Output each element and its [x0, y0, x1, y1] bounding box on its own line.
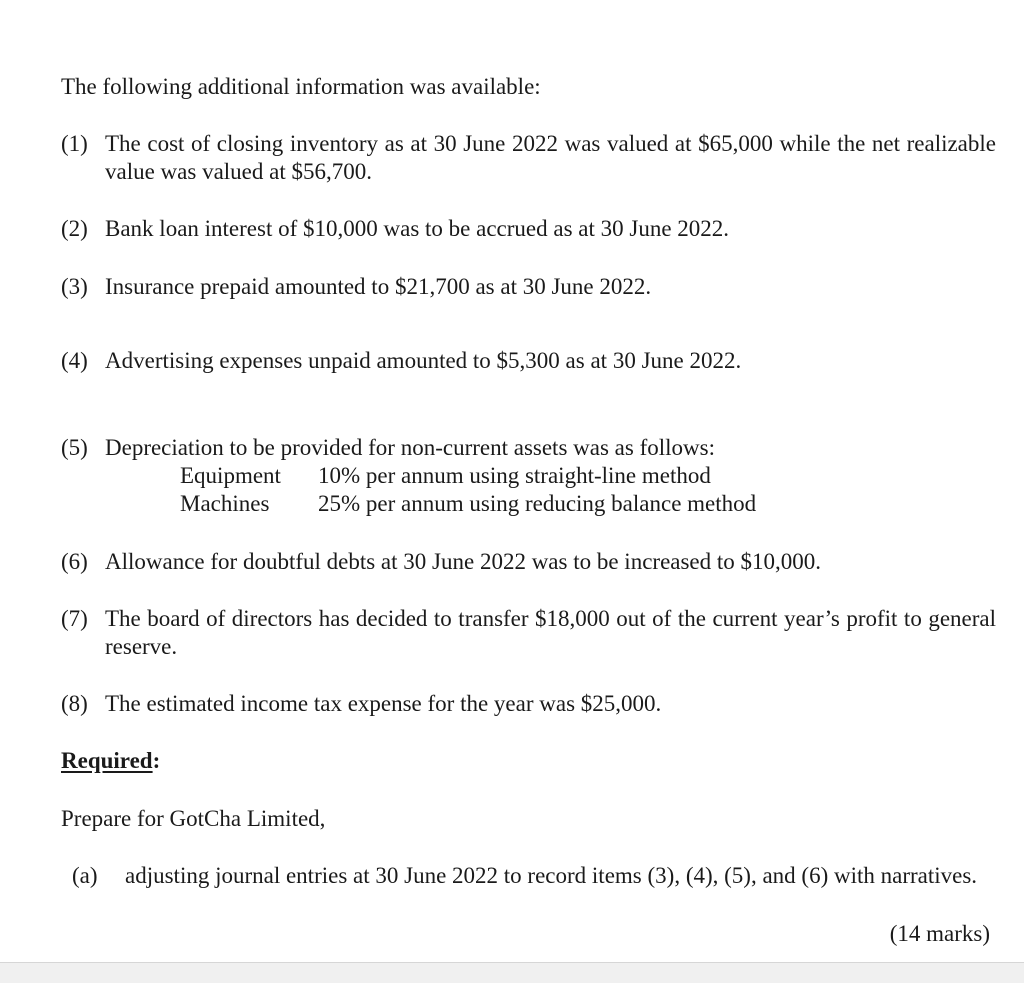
required-colon: :	[152, 748, 161, 773]
item-text: Bank loan interest of $10,000 was to be accrued as at 30 June 2022.	[105, 216, 730, 241]
depreciation-row	[180, 462, 756, 490]
asset-name: Machines	[180, 491, 270, 516]
sub-item-number: (a)	[72, 863, 98, 888]
item-text: Allowance for doubtful debts at 30 June 2022 was to be increased to $10,000.	[105, 549, 822, 574]
item-number: (1)	[61, 131, 88, 156]
list-item	[61, 347, 996, 375]
item-text: The board of directors has decided to transfer $18,000 out of the current year’s profit to general reserve.	[105, 606, 996, 659]
list-item	[61, 605, 996, 661]
prepare-text: Prepare for GotCha Limited,	[61, 806, 326, 831]
list-item	[61, 130, 996, 186]
item-number: (2)	[61, 216, 88, 241]
item-number: (5)	[61, 435, 88, 460]
sub-item-text: adjusting journal entries at 30 June 2022 to record items (3), (4), (5), and (6) with narratives.	[125, 863, 978, 888]
item-number: (7)	[61, 606, 88, 631]
intro-text: The following additional information was available:	[61, 74, 541, 99]
list-item	[61, 215, 996, 243]
depreciation-row	[180, 490, 756, 518]
depreciation-method: 25% per annum using reducing balance method	[318, 491, 757, 516]
list-item	[61, 690, 996, 718]
sub-item	[72, 862, 990, 890]
required-label: Required	[61, 748, 153, 773]
asset-name: Equipment	[180, 463, 281, 488]
depreciation-method: 10% per annum using straight-line method	[318, 463, 711, 488]
item-text: The estimated income tax expense for the year was $25,000.	[105, 691, 662, 716]
list-item	[61, 434, 996, 462]
page-bottom-edge	[0, 962, 1024, 983]
item-text: Advertising expenses unpaid amounted to $5,300 as at 30 June 2022.	[105, 348, 742, 373]
item-number: (3)	[61, 274, 88, 299]
item-number: (6)	[61, 549, 88, 574]
item-number: (4)	[61, 348, 88, 373]
item-text: The cost of closing inventory as at 30 June 2022 was valued at $65,000 while the net realizable value was valued at $56,700.	[105, 131, 996, 184]
item-text: Insurance prepaid amounted to $21,700 as at 30 June 2022.	[105, 274, 652, 299]
item-number: (8)	[61, 691, 88, 716]
list-item	[61, 273, 996, 301]
list-item	[61, 548, 996, 576]
marks-label: (14 marks)	[889, 921, 990, 946]
required-heading	[61, 747, 160, 775]
depreciation-table	[180, 462, 756, 518]
item-text: Depreciation to be provided for non-current assets was as follows:	[105, 435, 715, 460]
